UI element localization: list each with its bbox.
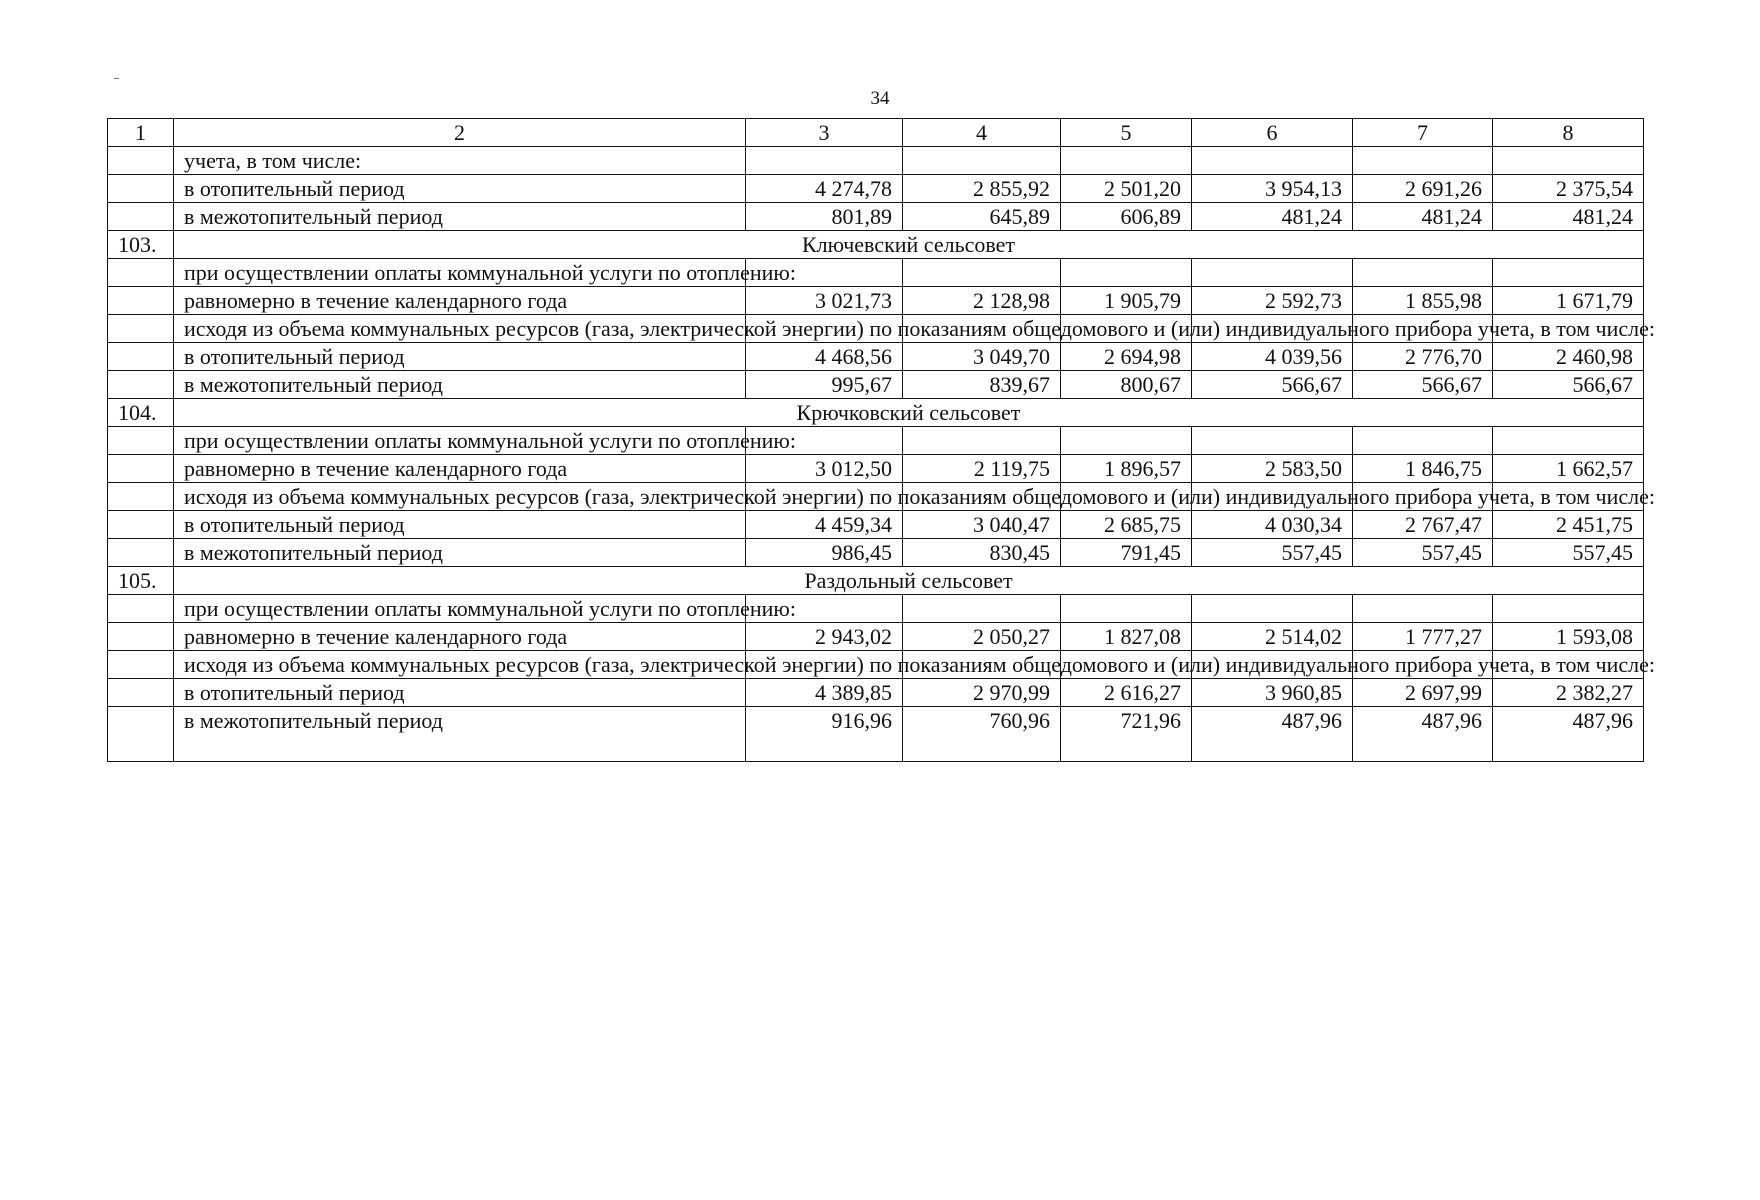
value-cell: 2 460,98 (1493, 343, 1644, 371)
table-row (108, 539, 1644, 567)
value-cell: 800,67 (1061, 371, 1192, 399)
value-cell (1353, 595, 1493, 623)
value-cell: 2 451,75 (1493, 511, 1644, 539)
row-number (108, 427, 174, 455)
section-row (108, 399, 1644, 427)
value-cell (1353, 259, 1493, 287)
table-body (108, 119, 1656, 762)
row-label: равномерно в течение календарного года (174, 455, 746, 483)
row-number (108, 679, 174, 707)
row-label: при осуществлении оплаты коммунальной услуги по отоплению: (174, 427, 746, 455)
value-cell: 2 501,20 (1061, 175, 1192, 203)
table-row (108, 707, 1644, 762)
value-cell (903, 147, 1061, 175)
value-cell: 557,45 (1192, 539, 1353, 567)
row-number (108, 203, 174, 231)
value-cell: 566,67 (1493, 371, 1644, 399)
table-row (108, 175, 1644, 203)
table-row (108, 287, 1644, 315)
section-title: Раздольный сельсовет (174, 567, 1644, 595)
value-cell: 3 049,70 (903, 343, 1061, 371)
section-title: Крючковский сельсовет (174, 399, 1644, 427)
row-number: 104. (108, 399, 174, 427)
table-row (108, 147, 1644, 175)
row-label: в отопительный период (174, 679, 746, 707)
row-number: 103. (108, 231, 174, 259)
value-cell: 566,67 (1192, 371, 1353, 399)
value-cell: 3 021,73 (746, 287, 903, 315)
section-row (108, 231, 1644, 259)
table-row (108, 595, 1644, 623)
value-cell: 2 514,02 (1192, 623, 1353, 651)
row-number (108, 539, 174, 567)
row-number (108, 483, 174, 511)
row-label: в отопительный период (174, 343, 746, 371)
value-cell: 3 012,50 (746, 455, 903, 483)
table-row (108, 371, 1644, 399)
value-cell (1353, 427, 1493, 455)
value-cell: 4 389,85 (746, 679, 903, 707)
section-row (108, 567, 1644, 595)
value-cell: 4 030,34 (1192, 511, 1353, 539)
value-cell: 2 943,02 (746, 623, 903, 651)
row-number (108, 511, 174, 539)
value-cell (903, 259, 1061, 287)
row-label: в межотопительный период (174, 203, 746, 231)
table-row (108, 427, 1644, 455)
value-cell: 2 694,98 (1061, 343, 1192, 371)
value-cell: 2 691,26 (1353, 175, 1493, 203)
row-label: в межотопительный период (174, 371, 746, 399)
value-cell: 2 616,27 (1061, 679, 1192, 707)
row-label: исходя из объема коммунальных ресурсов (газа, электрической энергии) по показаниям общедомового и (или) индивидуального прибора учета, в том числе: (174, 315, 746, 343)
value-cell: 2 050,27 (903, 623, 1061, 651)
value-cell: 487,96 (1493, 707, 1644, 762)
section-title: Ключевский сельсовет (174, 231, 1644, 259)
value-cell (1192, 259, 1353, 287)
value-cell: 1 855,98 (1353, 287, 1493, 315)
value-cell: 791,45 (1061, 539, 1192, 567)
table-row (108, 259, 1644, 287)
value-cell: 995,67 (746, 371, 903, 399)
header-cell: 6 (1192, 119, 1353, 147)
table-row (108, 203, 1644, 231)
row-number (108, 455, 174, 483)
row-label: в межотопительный период (174, 539, 746, 567)
value-cell: 481,24 (1192, 203, 1353, 231)
header-cell: 4 (903, 119, 1061, 147)
row-number (108, 651, 174, 679)
value-cell: 1 593,08 (1493, 623, 1644, 651)
value-cell: 1 905,79 (1061, 287, 1192, 315)
row-label: равномерно в течение календарного года (174, 623, 746, 651)
value-cell: 1 846,75 (1353, 455, 1493, 483)
value-cell: 487,96 (1192, 707, 1353, 762)
table-row (108, 679, 1644, 707)
value-cell: 760,96 (903, 707, 1061, 762)
value-cell: 2 685,75 (1061, 511, 1192, 539)
value-cell: 2 970,99 (903, 679, 1061, 707)
value-cell: 4 274,78 (746, 175, 903, 203)
value-cell (1353, 147, 1493, 175)
value-cell: 487,96 (1353, 707, 1493, 762)
table-row (108, 343, 1644, 371)
table-row (108, 483, 1644, 511)
value-cell (1192, 427, 1353, 455)
value-cell: 4 459,34 (746, 511, 903, 539)
value-cell: 2 583,50 (1192, 455, 1353, 483)
value-cell: 801,89 (746, 203, 903, 231)
value-cell: 481,24 (1353, 203, 1493, 231)
row-number (108, 371, 174, 399)
header-cell: 5 (1061, 119, 1192, 147)
value-cell: 1 777,27 (1353, 623, 1493, 651)
value-cell (1493, 427, 1644, 455)
value-cell (903, 595, 1061, 623)
row-label: исходя из объема коммунальных ресурсов (газа, электрической энергии) по показаниям общедомового и (или) индивидуального прибора учета, в том числе: (174, 651, 746, 679)
row-number: 105. (108, 567, 174, 595)
row-label: в отопительный период (174, 175, 746, 203)
value-cell: 2 128,98 (903, 287, 1061, 315)
value-cell (1493, 147, 1644, 175)
row-label: равномерно в течение календарного года (174, 287, 746, 315)
value-cell: 606,89 (1061, 203, 1192, 231)
row-number (108, 259, 174, 287)
header-cell: 8 (1493, 119, 1644, 147)
table-row (108, 455, 1644, 483)
value-cell: 4 468,56 (746, 343, 903, 371)
value-cell: 986,45 (746, 539, 903, 567)
value-cell: 2 855,92 (903, 175, 1061, 203)
row-label: при осуществлении оплаты коммунальной услуги по отоплению: (174, 259, 746, 287)
value-cell (1493, 595, 1644, 623)
header-row (108, 119, 1644, 147)
row-number (108, 623, 174, 651)
header-cell: 1 (108, 119, 174, 147)
row-number (108, 175, 174, 203)
table-row (108, 651, 1644, 679)
value-cell: 1 671,79 (1493, 287, 1644, 315)
value-cell: 2 382,27 (1493, 679, 1644, 707)
header-cell: 3 (746, 119, 903, 147)
value-cell: 2 697,99 (1353, 679, 1493, 707)
page-number: 34 (870, 88, 890, 109)
value-cell: 839,67 (903, 371, 1061, 399)
value-cell: 830,45 (903, 539, 1061, 567)
value-cell: 2 776,70 (1353, 343, 1493, 371)
value-cell: 2 375,54 (1493, 175, 1644, 203)
value-cell (1192, 147, 1353, 175)
value-cell (746, 147, 903, 175)
value-cell: 916,96 (746, 707, 903, 762)
row-number (108, 595, 174, 623)
value-cell: 1 827,08 (1061, 623, 1192, 651)
header-cell: 2 (174, 119, 746, 147)
value-cell: 721,96 (1061, 707, 1192, 762)
value-cell: 4 039,56 (1192, 343, 1353, 371)
row-label: при осуществлении оплаты коммунальной услуги по отоплению: (174, 595, 746, 623)
tariff-table (107, 118, 1656, 762)
header-cell: 7 (1353, 119, 1493, 147)
value-cell (1061, 147, 1192, 175)
value-cell: 481,24 (1493, 203, 1644, 231)
value-cell: 1 896,57 (1061, 455, 1192, 483)
value-cell: 557,45 (1353, 539, 1493, 567)
value-cell: 2 592,73 (1192, 287, 1353, 315)
row-number (108, 315, 174, 343)
value-cell (1493, 259, 1644, 287)
value-cell (1061, 427, 1192, 455)
row-number (108, 343, 174, 371)
table-row (108, 511, 1644, 539)
value-cell: 557,45 (1493, 539, 1644, 567)
value-cell: 566,67 (1353, 371, 1493, 399)
value-cell: 2 767,47 (1353, 511, 1493, 539)
value-cell: 2 119,75 (903, 455, 1061, 483)
value-cell: 3 040,47 (903, 511, 1061, 539)
row-number (108, 147, 174, 175)
value-cell: 645,89 (903, 203, 1061, 231)
value-cell: 3 960,85 (1192, 679, 1353, 707)
scan-mark (114, 78, 119, 79)
value-cell: 3 954,13 (1192, 175, 1353, 203)
value-cell (1061, 259, 1192, 287)
value-cell (1192, 595, 1353, 623)
row-label: в межотопительный период (174, 707, 746, 762)
table-row (108, 315, 1644, 343)
row-label: учета, в том числе: (174, 147, 746, 175)
row-number (108, 287, 174, 315)
value-cell (1061, 595, 1192, 623)
value-cell: 1 662,57 (1493, 455, 1644, 483)
row-label: исходя из объема коммунальных ресурсов (газа, электрической энергии) по показаниям общедомового и (или) индивидуального прибора учета, в том числе: (174, 483, 746, 511)
table-row (108, 623, 1644, 651)
row-label: в отопительный период (174, 511, 746, 539)
row-number (108, 707, 174, 762)
value-cell (903, 427, 1061, 455)
